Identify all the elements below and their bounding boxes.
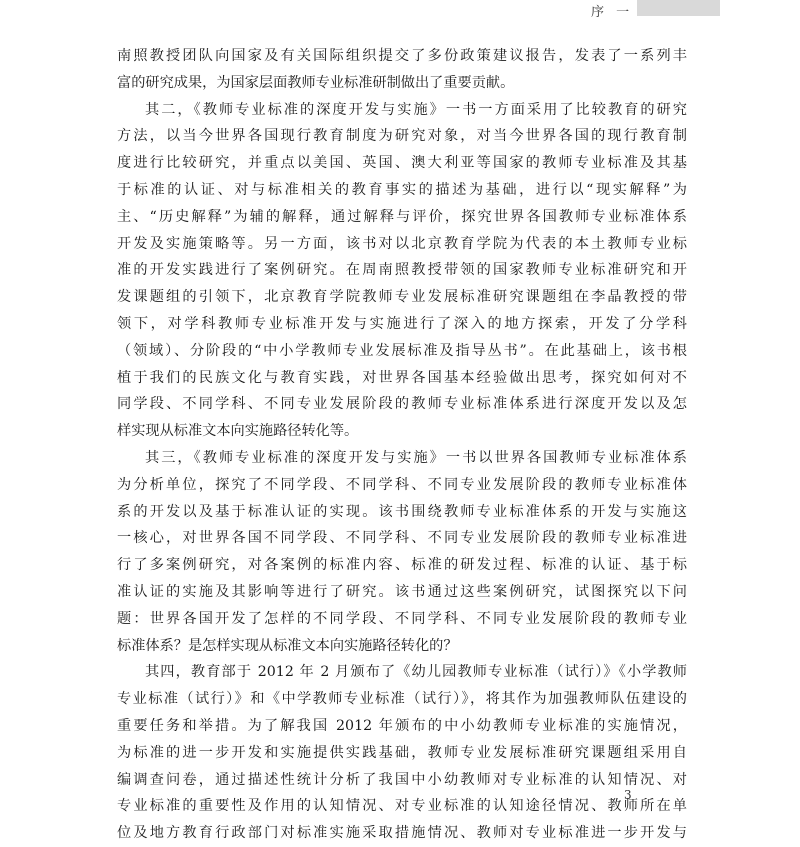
paragraph-line: 一核心，对世界各国不同学段、不同学科、不同专业发展阶段的教师专业标准进 [117, 530, 687, 547]
paragraph-line: 为标准的进一步开发和实施提供实践基础，教师专业发展标准研究课题组采用自 [117, 744, 687, 761]
paragraph-line: 位及地方教育行政部门对标准实施采取措施情况、教师对专业标准进一步开发与 [117, 825, 687, 842]
paragraph-line: 开发及实施策略等。另一方面，该书对以北京教育学院为代表的本土教师专业标 [117, 235, 687, 252]
paragraph-line: 行了多案例研究，对各案例的标准内容、标准的研发过程、标准的认证、基于标 [117, 557, 687, 574]
paragraph-line: 方法，以当今世界各国现行教育制度为研究对象，对当今世界各国的现行教育制 [117, 128, 687, 145]
paragraph-line: 专业标准（试行）》和《中学教师专业标准（试行）》，将其作为加强教师队伍建设的 [117, 691, 687, 708]
paragraph-line: 于标准的认证、对与标准相关的教育事实的描述为基础，进行以“现实解释”为 [117, 181, 687, 198]
paragraph-line: 为分析单位，探究了不同学段、不同学科、不同专业发展阶段的教师专业标准体 [117, 476, 687, 493]
paragraph-line: 其二，《教师专业标准的深度开发与实施》一书一方面采用了比较教育的研究 [145, 101, 687, 118]
paragraph-line: 同学段、不同学科、不同专业发展阶段的教师专业标准体系进行深度开发以及怎 [117, 396, 687, 413]
paragraph-line: 其三，《教师专业标准的深度开发与实施》一书以世界各国教师专业标准体系 [145, 449, 687, 466]
paragraph-line: （领域）、分阶段的“中小学教师专业发展标准及指导丛书”。在此基础上，该书根 [117, 342, 687, 359]
paragraph-line: 准认证的实施及其影响等进行了研究。该书通过这些案例研究，试图探究以下问 [117, 583, 687, 600]
running-header [0, 0, 800, 20]
paragraph-line: 重要任务和举措。为了解我国 2012 年颁布的中小幼教师专业标准的实施情况， [117, 717, 687, 734]
section-label: 序 一 [591, 5, 634, 20]
paragraph-line: 度进行比较研究，并重点以美国、英国、澳大利亚等国家的教师专业标准及其基 [117, 155, 687, 172]
paragraph-line: 南照教授团队向国家及有关国际组织提交了多份政策建议报告，发表了一系列丰 [117, 48, 687, 64]
paragraph-line: 发课题组的引领下，北京教育学院教师专业发展标准研究课题组在李晶教授的带 [117, 289, 687, 306]
paragraph-line: 准的开发实践进行了案例研究。在周南照教授带领的国家教师专业标准研究和开 [117, 262, 687, 279]
paragraph-line: 领下，对学科教师专业标准开发与实施进行了深入的地方探索，开发了分学科 [117, 315, 687, 332]
paragraph-line: 题：世界各国开发了怎样的不同学段、不同学科、不同专业发展阶段的教师专业 [117, 610, 687, 627]
paragraph-line: 其四，教育部于 2012 年 2 月颁布了《幼儿园教师专业标准（试行）》《小学教师 [145, 664, 687, 681]
paragraph-line: 主、“历史解释”为辅的解释，通过解释与评价，探究世界各国教师专业标准体系 [117, 208, 687, 225]
paragraph-line: 专业标准的重要性及作用的认知情况、对专业标准的认知途径情况、教师所在单 [117, 798, 687, 815]
page-number: 3 [624, 788, 632, 802]
paragraph-line: 标准体系？是怎样实现从标准文本向实施路径转化的？ [117, 637, 458, 654]
page-body [117, 43, 687, 847]
header-decoration-block [637, 0, 720, 16]
paragraph-line: 植于我们的民族文化与教育实践，对世界各国基本经验做出思考，探究如何对不 [117, 369, 687, 386]
paragraph-line: 富的研究成果，为国家层面教师专业标准研制做出了重要贡献。 [117, 74, 515, 91]
paragraph-line: 编调查问卷，通过描述性统计分析了我国中小幼教师对专业标准的认知情况、对 [117, 771, 687, 788]
paragraph-line: 系的开发以及基于标准认证的实现。该书围绕教师专业标准体系的开发与实施这 [117, 503, 687, 520]
paragraph-line: 样实现从标准文本向实施路径转化等。 [117, 423, 359, 440]
